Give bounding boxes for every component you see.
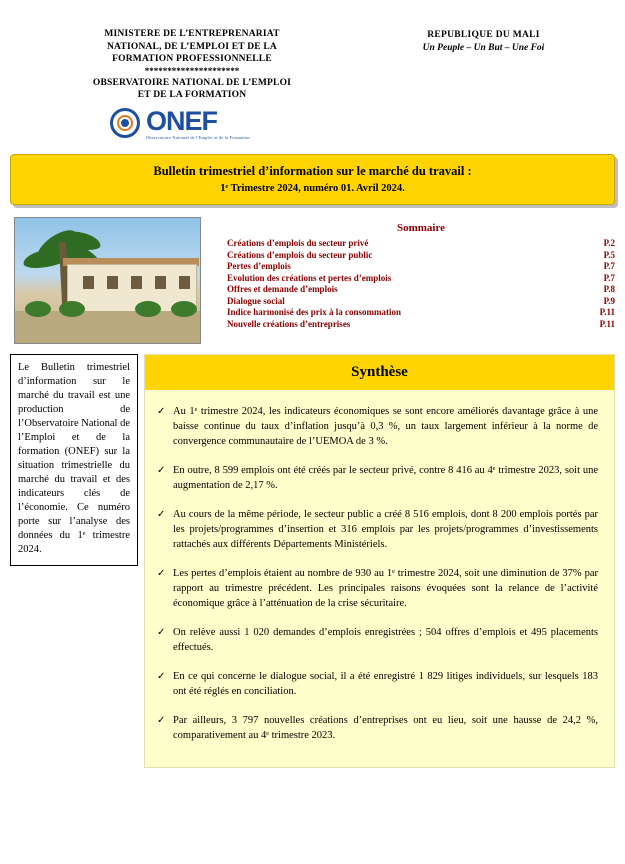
eye-circles-icon [110,108,144,142]
check-icon: ✓ [157,508,166,520]
synthesis-bullet-text: Par ailleurs, 3 797 nouvelles créations d’entreprises ont eu lieu, soit une hausse de 24,2 %, comparativement au 4ᵉ trimestre 2023. [173,714,598,741]
summary-item-page: P.9 [603,295,615,306]
synthesis-bullet-text: Les pertes d’emplois étaient au nombre de 930 au 1ᵉ trimestre 2024, soit une diminution de 37% par rapport au trimestre précédent. Les principales raisons évoquées sont la relance de l’activité économique grâce à l’atténuation de la crise sécuritaire. [173,567,598,609]
synthesis-bullet [157,507,598,552]
summary-item-label: Indice harmonisé des prix à la consommation [227,307,402,317]
summary-item[interactable] [227,284,615,296]
check-icon: ✓ [157,714,166,726]
check-icon: ✓ [157,626,166,638]
synthesis-bullet [157,669,598,699]
summary-item[interactable] [227,238,615,250]
synthesis-title: Synthèse [145,355,614,390]
synthesis-bullet-text: En ce qui concerne le dialogue social, il a été enregistré 1 829 litiges individuels, sur lesquels 183 ont été réglés en conciliation. [173,670,598,697]
summary-item-label: Offres et demande d’emplois [227,284,338,294]
synthesis-bullet [157,713,598,743]
summary-item[interactable] [227,273,615,285]
bulletin-title: Bulletin trimestriel d’information sur le marché du travail : [153,163,472,178]
country-motto: Un Peuple – Un But – Une Foi [422,43,545,53]
summary-item[interactable] [227,261,615,273]
summary-item[interactable] [227,296,615,308]
check-icon: ✓ [157,464,166,476]
republic-block [376,28,591,102]
synthesis-bullet [157,625,598,655]
title-banner-wrapper [10,154,615,205]
synthesis-bullet-text: Au 1ᵉ trimestre 2024, les indicateurs économiques se sont encore améliorés davantage grâce à une baisse continue du taux d’inflation jusqu’à 0,3 %, un taux largement inférieur à la norme de convergence communautaire de l’UEMOA de 3 %. [173,405,598,447]
lower-section [10,354,615,768]
summary-title: Sommaire [396,221,446,234]
country-name: REPUBLIQUE DU MALI [427,30,540,40]
onef-logo [110,105,625,142]
synthesis-bullet [157,463,598,493]
synthesis-bullet-text: Au cours de la même période, le secteur public a créé 8 516 emplois, dont 8 200 emplois portés par les projets/programmes d’insertion et 316 emplois par les projets/programmes d’investissements rattachés aux différents Départements Ministériels. [173,508,598,550]
summary-item-page: P.11 [599,307,615,317]
ministry-line-2: NATIONAL, DE L’EMPLOI ET DE LA [107,41,277,52]
synthesis-bullet [157,404,598,449]
logo-area [0,105,625,142]
check-icon: ✓ [157,670,166,682]
summary-item-page: P.7 [603,272,615,283]
bulletin-subtitle: 1ᵉ Trimestre 2024, numéro 01. Avril 2024. [220,182,405,194]
synthesis-panel [144,354,615,768]
observatory-line-1: OBSERVATOIRE NATIONAL DE L’EMPLOI [92,77,292,88]
summary-item-label: Dialogue social [227,295,285,306]
synthesis-bullet-text: En outre, 8 599 emplois ont été créés par le secteur privé, contre 8 416 au 4ᵉ trimestre 2023, soit une augmentation de 2,17 %. [173,464,598,491]
document-header [0,0,625,102]
ministry-line-1: MINISTERE DE L’ENTREPRENARIAT [104,29,280,39]
summary-item-label: Créations d’emplois du secteur privé [227,238,369,248]
synthesis-bullet-text: On relève aussi 1 020 demandes d’emplois enregistrées ; 504 offres d’emplois et 495 placements effectués. [173,626,598,653]
summary-contents [227,223,615,331]
ministry-line-3: FORMATION PROFESSIONNELLE [112,54,272,64]
summary-item[interactable] [227,319,615,331]
synthesis-bullet [157,566,598,611]
summary-item-page: P.2 [603,238,615,248]
ministry-separator-stars: ********************* [144,65,240,76]
building-photo [14,217,201,344]
check-icon: ✓ [157,567,166,579]
summary-item-label: Créations d’emplois du secteur public [227,249,373,260]
ministry-block [62,28,322,102]
summary-item-page: P.11 [599,318,615,329]
summary-item-page: P.8 [603,284,615,294]
summary-item-label: Evolution des créations et pertes d’emplois [227,272,392,283]
title-banner [10,154,615,205]
summary-item[interactable] [227,307,615,319]
photo-summary-row [14,217,615,344]
about-bulletin-box: Le Bulletin trimestriel d’information sur le marché du travail est une production de l’Observatoire National de l’Emploi et de la formation (ONEF) sur la situation trimestrielle du marché du travail et des indicateurs clés de l’économie. Ce numéro porte sur l’analyse des données du 1ᵉ trimestre 2024. [10,354,138,566]
summary-item-label: Nouvelle créations d’entreprises [227,318,351,329]
logo-tagline: Observatoire National de l'Emploi et de la Formation [146,134,250,140]
synthesis-bullets [145,390,614,767]
check-icon: ✓ [157,405,166,417]
observatory-line-2: ET DE LA FORMATION [137,90,247,100]
logo-name: ONEF [146,105,218,136]
summary-item-label: Pertes d’emplois [227,261,291,271]
summary-item-page: P.5 [603,249,615,260]
logo-text-block [146,105,250,140]
summary-item-page: P.7 [603,261,615,271]
summary-item[interactable] [227,250,615,262]
